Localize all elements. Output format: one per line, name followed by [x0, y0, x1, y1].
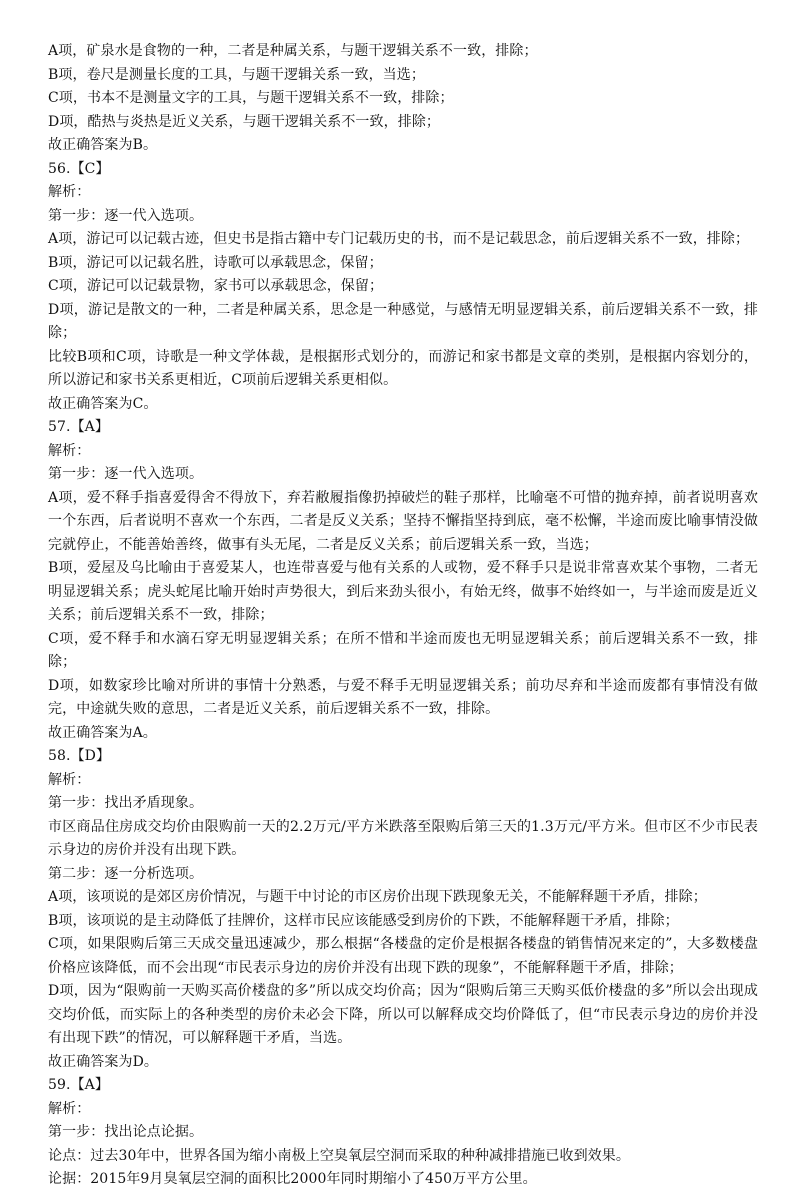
text-line: 论据：2015年9月臭氧层空洞的面积比2000年同时期缩小了450万平方公里。 — [48, 1171, 537, 1187]
analysis-heading: 解析： — [48, 771, 91, 788]
text-line: C项，书本不是测量文字的工具，与题干逻辑关系不一致，排除； — [48, 90, 454, 106]
text-line: A项，爱不释手指喜爱得舍不得放下，弃若敝履指像扔掉破烂的鞋子那样，比喻毫不可惜的抛弃掉，前者说明喜欢一个东西，后者说明不喜欢一个东西，二者是反义关系；坚持不懈指坚持到底，毫不松懈，半途而废比喻事情没做完就停止，不能善始善终，做事有头无尾，二者是反义关系；前后逻辑关系一致，当选； — [48, 489, 758, 553]
step-line: 第一步：逐一代入选项。 — [48, 207, 204, 224]
step-line: 第一步：逐一代入选项。 — [48, 466, 204, 482]
analysis-heading: 解析： — [48, 442, 91, 459]
text-line: C项，游记可以记载景物，家书可以承载思念，保留； — [48, 278, 384, 294]
text-line: B项，爱屋及乌比喻由于喜爱某人，也连带喜爱与他有关系的人或物，爱不释手只是说非常喜欢某个事物，二者无明显逻辑关系；虎头蛇尾比喻开始时声势很大，到后来劲头很小，有始无终，做事不始终如一，与半途而废是近义关系；前后逻辑关系不一致，排除； — [48, 560, 758, 623]
step-line: 第一步：找出矛盾现象。 — [48, 795, 204, 811]
text-line: C项，爱不释手和水滴石穿无明显逻辑关系；在所不惜和半途而废也无明显逻辑关系；前后逻辑关系不一致，排除； — [48, 630, 758, 670]
text-line: D项，游记是散文的一种，二者是种属关系，思念是一种感觉，与感情无明显逻辑关系，前后逻辑关系不一致，排除； — [48, 301, 758, 341]
question-number: 57.【A】 — [48, 419, 109, 435]
text-line: A项，矿泉水是食物的一种，二者是种属关系，与题干逻辑关系不一致，排除； — [48, 43, 538, 59]
text-line: 市区商品住房成交均价由限购前一天的2.2万元/平方米跌落至限购后第三天的1.3万元/平方米。但市区不少市民表示身边的房价并没有出现下跌。 — [48, 818, 758, 858]
answer-line: 故正确答案为B。 — [48, 137, 158, 153]
text-line: D项，因为“限购前一天购买高价楼盘的多”所以成交均价高；因为“限购后第三天购买低价楼盘的多”所以会出现成交均价低，而实际上的各种类型的房价未必会下降，所以可以解释成交均价降低了，但“市民表示身边的房价并没有出现下跌”的情况，可以解释题干矛盾，当选。 — [48, 983, 758, 1046]
text-line: C项，如果限购后第三天成交量迅速减少，那么根据“各楼盘的定价是根据各楼盘的销售情况来定的”，大多数楼盘价格应该降低，而不会出现“市民表示身边的房价并没有出现下跌的现象”，不能解释题干矛盾，排除； — [48, 936, 758, 976]
text-line: B项，该项说的是主动降低了挂牌价，这样市民应该能感受到房价的下跌，不能解释题干矛盾，排除； — [48, 912, 679, 929]
text-line: A项，游记可以记载古迹，但史书是指古籍中专门记载历史的书，而不是记载思念，前后逻辑关系不一致，排除； — [48, 231, 750, 247]
text-line: D项，酷热与炎热是近义关系，与题干逻辑关系不一致，排除； — [48, 113, 441, 130]
text-line: B项，卷尺是测量长度的工具，与题干逻辑关系一致，当选； — [48, 66, 425, 83]
answer-line: 故正确答案为D。 — [48, 1053, 159, 1070]
document-page — [48, 40, 758, 1192]
text-line: B项，游记可以记载名胜，诗歌可以承载思念，保留； — [48, 254, 383, 271]
text-line: D项，如数家珍比喻对所讲的事情十分熟悉，与爱不释手无明显逻辑关系；前功尽弃和半途而废都有事情没有做完，中途就失败的意思，二者是近义关系，前后逻辑关系不一致，排除。 — [48, 677, 758, 717]
step-line: 第一步：找出论点论据。 — [48, 1124, 204, 1140]
answer-line: 故正确答案为C。 — [48, 395, 158, 412]
analysis-heading: 解析： — [48, 1100, 91, 1117]
analysis-heading: 解析： — [48, 184, 91, 200]
question-number: 56.【C】 — [48, 160, 110, 177]
step-line: 第二步：逐一分析选项。 — [48, 865, 204, 882]
question-number: 59.【A】 — [48, 1077, 109, 1093]
text-line: 论点：过去30年中，世界各国为缩小南极上空臭氧层空洞而采取的种种减排措施已收到效果。 — [48, 1147, 631, 1164]
question-number: 58.【D】 — [48, 748, 111, 764]
answer-line: 故正确答案为A。 — [48, 724, 157, 741]
text-line: 比较B项和C项，诗歌是一种文学体裁，是根据形式划分的，而游记和家书都是文章的类别，是根据内容划分的，所以游记和家书关系更相近，C项前后逻辑关系更相似。 — [48, 348, 758, 388]
text-line: A项，该项说的是郊区房价情况，与题干中讨论的市区房价出现下跌现象无关，不能解释题干矛盾，排除； — [48, 889, 707, 905]
